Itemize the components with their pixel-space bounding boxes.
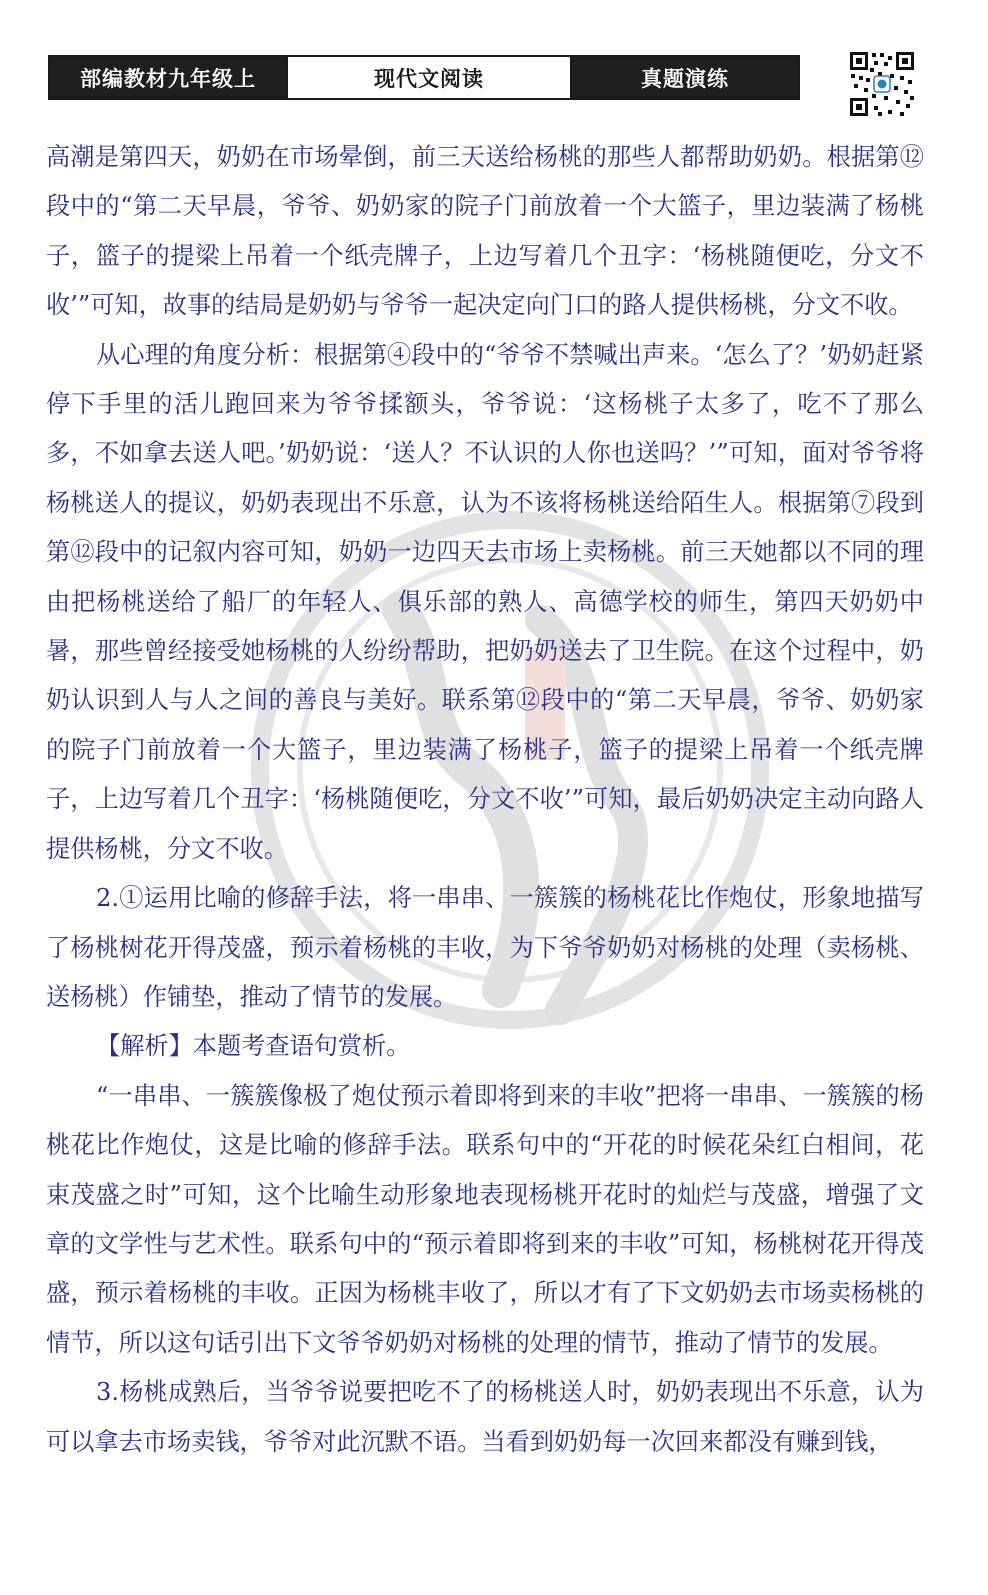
- article-body: [46, 133, 924, 1467]
- header-textbook-label: 部编教材九年级上: [50, 57, 286, 98]
- header-section-label: 现代文阅读: [286, 57, 572, 98]
- qr-code-icon: [848, 50, 916, 118]
- paragraph-answer-2: 2.①运用比喻的修辞手法，将一串串、一簇簇的杨桃花比作炮仗，形象地描写了杨桃树花开得茂盛，预示着杨桃的丰收，为下爷爷奶奶对杨桃的处理（卖杨桃、送杨桃）作铺垫，推动了情节的发展。: [46, 884, 924, 1011]
- header-bar: [48, 55, 800, 100]
- header-exercise-label: 真题演练: [572, 57, 798, 98]
- paragraph-answer-3: 3.杨桃成熟后，当爷爷说要把吃不了的杨桃送人时，奶奶表现出不乐意，认为可以拿去市场卖钱，爷爷对此沉默不语。当看到奶奶每一次回来都没有赚到钱，: [46, 1378, 924, 1456]
- paragraph-psychology: 从心理的角度分析：根据第④段中的“爷爷不禁喊出声来。‘怎么了？’奶奶赶紧停下手里的活儿跑回来为爷爷揉额头，爷爷说：‘这杨桃子太多了，吃不了那么多，不如拿去送人吧。’奶奶说：‘送人？不认识的人你也送吗？’”可知，面对爷爷将杨桃送人的提议，奶奶表现出不乐意，认为不该将杨桃送给陌生人。根据第⑦段到第⑫段中的记叙内容可知，奶奶一边四天去市场上卖杨桃。前三天她都以不同的理由把杨桃送给了船厂的年轻人、俱乐部的熟人、高德学校的师生，第四天奶奶中暑，那些曾经接受她杨桃的人纷纷帮助，把奶奶送去了卫生院。在这个过程中，奶奶认识到人与人之间的善良与美好。联系第⑫段中的“第二天早晨，爷爷、奶奶家的院子门前放着一个大篮子，里边装满了杨桃子，篮子的提梁上吊着一个纸壳牌子，上边写着几个丑字：‘杨桃随便吃，分文不收’”可知，最后奶奶决定主动向路人提供杨桃，分文不收。: [46, 340, 924, 863]
- paragraph-analysis: “一串串、一簇簇像极了炮仗预示着即将到来的丰收”把将一串串、一簇簇的杨桃花比作炮仗，这是比喻的修辞手法。联系句中的“开花的时候花朵红白相间，花束茂盛之时”可知，这个比喻生动形象地表现杨桃开花时的灿烂与茂盛，增强了文章的文学性与艺术性。联系句中的“预示着即将到来的丰收”可知，杨桃树花开得茂盛，预示着杨桃的丰收。正因为杨桃丰收了，所以才有了下文奶奶去市场卖杨桃的情节，所以这句话引出下文爷爷奶奶对杨桃的处理的情节，推动了情节的发展。: [46, 1081, 924, 1357]
- paragraph-analysis-label: 【解析】本题考查语句赏析。: [96, 1032, 411, 1061]
- paragraph-climax: 高潮是第四天，奶奶在市场晕倒，前三天送给杨桃的那些人都帮助奶奶。根据第⑫段中的“第二天早晨，爷爷、奶奶家的院子门前放着一个大篮子，里边装满了杨桃子，篮子的提梁上吊着一个纸壳牌子，上边写着几个丑字：‘杨桃随便吃，分文不收’”可知，故事的结局是奶奶与爷爷一起决定向门口的路人提供杨桃，分文不收。: [46, 143, 924, 320]
